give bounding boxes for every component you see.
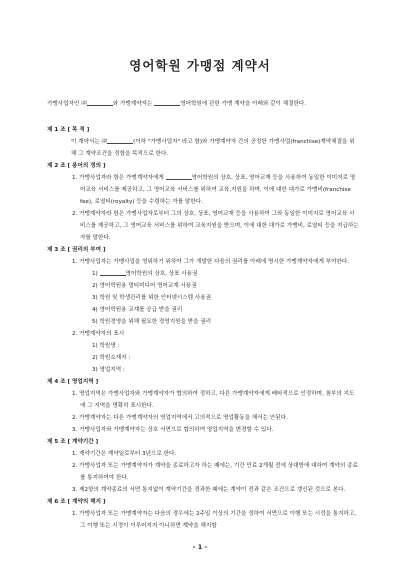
article-3-sub-1-text: 영어학원의 상호, 상표 사용권	[125, 271, 198, 277]
article-4-item-2: 2. 가맹계약자는 다른 가맹계약자의 영업지역에서 고의적으로 영업활동을 해서는 안된다.	[72, 415, 288, 421]
article-2-item-1	[47, 172, 359, 208]
article-3-sub-5: 5) 학원경영을 위해 필요한 경영지원을 받을 권리	[92, 319, 212, 325]
article-3-business-area: 3) 영업지역 :	[92, 367, 125, 373]
article-5-item-2: 2. 가맹사업자 또는 가맹계약자가 계약을 종료하고자 하는 때에는, 기간 만료 2개월 전에 상대방에 대하여 계약의 종료를 통지하여야 한다.	[72, 463, 358, 481]
blank-line	[154, 98, 180, 106]
article-1-text-a: 이 계약서는 ㈜	[71, 139, 108, 145]
blank-line	[107, 136, 133, 144]
article-3-sub-2: 2) 영어학원용 멀티미디어 영어교재 사용권	[92, 283, 197, 289]
article-5-item-3: 3. 제2항의 계약종료의 서면 통지없이 계약기간을 경과한 때에는 계약이 전과 같은 조건으로 갱신된 것으로 본다.	[72, 487, 346, 493]
article-3-sub-1-num: 1)	[92, 271, 98, 277]
intro-paragraph	[47, 98, 357, 110]
article-4-item-3: 3. 가맹사업자와 가맹계약자는 상호 서면으로 합의하여 영업지역을 변경할 수 있다.	[72, 427, 274, 433]
article-3-academy-location: 2) 학원소재지 :	[92, 355, 131, 361]
intro-part2: 와 가맹계약자는	[112, 101, 153, 107]
article-4-heading: 제 4 조 [ 영업지역 ]	[47, 379, 99, 385]
article-3-sub-4: 4) 영어학원용 교재를 공급 받을 권리	[92, 307, 183, 313]
article-5-item-1: 1. 계약기간은 계약일로부터 3년으로 한다.	[72, 451, 177, 457]
article-1-heading: 제 1 조 [ 목 적 ]	[47, 127, 90, 133]
article-1-text	[47, 136, 359, 160]
article-6-item-1: 1. 가맹사업자 또는 가맹계약자는 다음의 경우에는 2주일 이상의 기간을 정하여 서면으로 이행 또는 시정을 통지하고, 그 이행 또는 시정이 이루어지지 아니하면 계약을 해지할	[72, 511, 357, 529]
article-1-text-b: (이하 "가맹사업자" 라고 함)와 가맹계약자 간의 공정한 가맹사업(franchise)계약체결을 위해 그 계약조건을 정함을 목적으로 한다.	[71, 139, 355, 157]
blank-line	[87, 98, 113, 106]
article-3-sub-1	[47, 268, 359, 280]
contract-body	[47, 124, 359, 532]
intro-part1: 가맹사업자인 ㈜	[47, 101, 87, 107]
article-3-sub-3: 3) 학원 및 학생관리를 위한 인터넷시스템 사용권	[92, 295, 212, 301]
article-3-item-2: 2. 가맹계약자의 표시	[72, 331, 125, 337]
page-number: - 1 -	[192, 543, 208, 551]
article-2-heading: 제 2 조 [ 용어의 정의 ]	[47, 163, 106, 169]
article-3-item-1: 1. 가맹사업자는 가맹사업을 영위하기 위하여 그가 개발한 다음의 권리를 아래에 명시한 가맹계약자에게 부여한다.	[72, 259, 350, 265]
article-2-item-1-b: 영어학원의 상호, 상표, 영어교재 등을 사용하여 동일한 이미지로 영어교육 서비스를 제공하고, 그 영어교육 서비스를 위하여 교육,지원을 하며, 이에 대한 대가로 가맹비(franchise fee), 로열티(royalty) 등을 수령하는 자를 말한다.	[80, 175, 356, 205]
article-5-heading: 제 5 조 [ 계약기간 ]	[47, 439, 99, 445]
blank-line	[100, 268, 126, 276]
intro-part3: 영어학원에 관한 가맹 계약을 아래와 같이 체결한다.	[180, 101, 307, 107]
article-2-item-2: 2. 가맹계약자라 함은 가맹사업자로부터 그의 상호, 상표, 영어교재 등을 사용하여 그와 동일한 이미지로 영어교육 서비스를 제공하고, 그 영어교육 서비스를 위하여 교육지원을 받으며, 이에 대한 대가로 가맹비, 로열티 등을 지급하는 자를 말한다.	[72, 211, 359, 241]
article-3-heading: 제 3 조 [ 권리의 부여 ]	[47, 247, 106, 253]
article-4-item-1: 1. 영업지역은 가맹사업자와 가맹계약자가 협의하여 정하고, 다른 가맹계약자에게 배타적으로 인정하며, 첨부의 지도에 그 지역을 명확히 표시한다.	[72, 391, 355, 409]
article-2-item-1-a: 1. 가맹사업자라 함은 가맹계약자에게	[72, 175, 164, 181]
article-6-heading: 제 6 조 [ 계약의 해지 ]	[47, 499, 106, 505]
blank-line	[166, 172, 192, 180]
document-title: 영어학원 가맹점 계약서	[129, 58, 271, 73]
article-3-academy-name: 1) 학원명 :	[92, 343, 120, 349]
